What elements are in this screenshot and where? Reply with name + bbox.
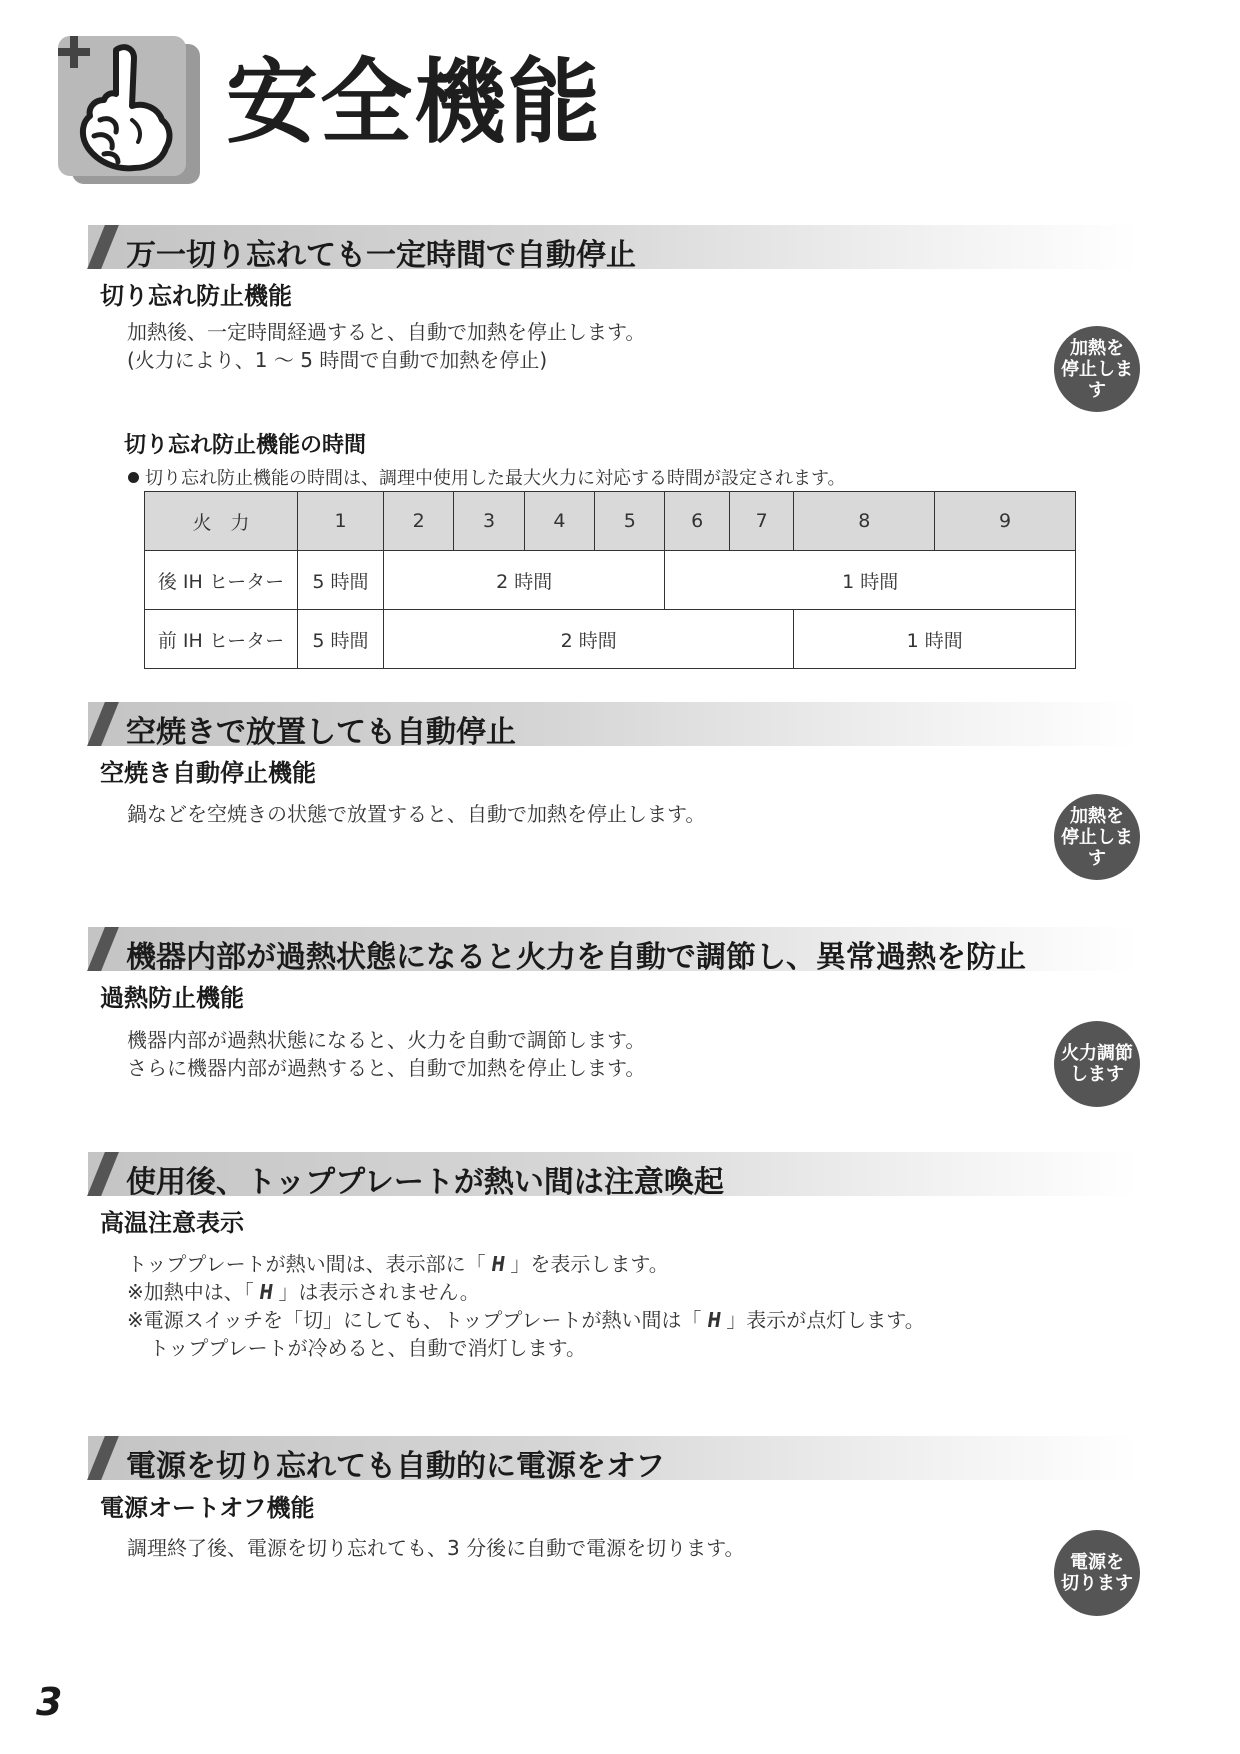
body-line: トッププレートが冷めると、自動で消灯します。 <box>149 1336 586 1360</box>
high-temp-symbol: H <box>259 1280 273 1304</box>
text-part: 」を表示します。 <box>510 1252 669 1276</box>
body-line <box>127 1278 480 1306</box>
feature-title: 高温注意表示 <box>100 1209 244 1237</box>
heat-time-table <box>144 491 1076 669</box>
section-heading-bar <box>88 702 1138 750</box>
heading-slash <box>87 1436 119 1480</box>
level-cell: 2 <box>384 492 454 551</box>
page-title: 安全機能 <box>226 49 603 156</box>
body-line: さらに機器内部が過熱すると、自動で加熱を停止します。 <box>127 1056 646 1080</box>
body-line <box>127 1250 669 1278</box>
table-cell: 5 時間 <box>298 551 384 610</box>
text-part: ※電源スイッチを「切」にしても、トッププレートが熱い間は「 <box>127 1308 702 1332</box>
body-line: 調理終了後、電源を切り忘れても、3 分後に自動で電源を切ります。 <box>127 1536 745 1560</box>
level-cell: 7 <box>729 492 794 551</box>
table-header-cell: 火 力 <box>145 492 298 551</box>
high-temp-symbol: H <box>707 1308 721 1332</box>
text-part: ※加熱中は、「 <box>127 1280 254 1304</box>
subsection-title: 切り忘れ防止機能の時間 <box>124 433 367 458</box>
table-cell: 5 時間 <box>298 610 384 669</box>
table-header-row <box>145 492 1076 551</box>
badge-line: 加熱を <box>1070 805 1124 827</box>
level-cell: 8 <box>794 492 935 551</box>
note-text: 切り忘れ防止機能の時間は、調理中使用した最大火力に対応する時間が設定されます。 <box>145 468 846 489</box>
table-cell: 1 時間 <box>665 551 1076 610</box>
level-cell: 4 <box>524 492 594 551</box>
feature-title: 電源オートオフ機能 <box>100 1494 315 1522</box>
table-cell: 1 時間 <box>794 610 1076 669</box>
status-badge <box>1054 794 1140 880</box>
badge-line: 加熱を <box>1070 337 1124 359</box>
row-label: 後 IH ヒーター <box>145 551 298 610</box>
badge-line: 切ります <box>1061 1573 1133 1594</box>
status-badge <box>1054 1021 1140 1107</box>
text-part: 」表示が点灯します。 <box>726 1308 925 1332</box>
heading-slash <box>87 1152 119 1196</box>
section-heading-bar <box>88 1152 1138 1200</box>
feature-title: 切り忘れ防止機能 <box>100 282 292 310</box>
body-line: 鍋などを空焼きの状態で放置すると、自動で加熱を停止します。 <box>127 802 706 826</box>
feature-title: 空焼き自動停止機能 <box>100 759 316 787</box>
level-cell: 5 <box>595 492 665 551</box>
bullet-icon <box>128 472 139 483</box>
level-cell: 3 <box>454 492 524 551</box>
text-part: 」は表示されません。 <box>278 1280 480 1304</box>
section-heading: 使用後、トッププレートが熱い間は注意喚起 <box>126 1165 724 1200</box>
level-cell: 1 <box>298 492 384 551</box>
table-row <box>145 551 1076 610</box>
status-badge <box>1054 1530 1140 1616</box>
row-label: 前 IH ヒーター <box>145 610 298 669</box>
high-temp-symbol: H <box>491 1252 505 1276</box>
heading-slash <box>87 702 119 746</box>
section-heading-bar <box>88 927 1138 975</box>
heading-slash <box>87 225 119 269</box>
body-line: (火力により、1 ～ 5 時間で自動で加熱を停止) <box>127 348 548 372</box>
section-heading: 空焼きで放置しても自動停止 <box>126 715 516 750</box>
badge-line: 電源を <box>1070 1552 1124 1573</box>
status-badge <box>1054 326 1140 412</box>
badge-line: します <box>1070 1064 1124 1085</box>
feature-title: 過熱防止機能 <box>100 984 244 1012</box>
heading-slash <box>87 927 119 971</box>
badge-line: 停止します <box>1061 358 1133 401</box>
level-cell: 9 <box>935 492 1076 551</box>
table-row <box>145 610 1076 669</box>
level-cell: 6 <box>665 492 730 551</box>
section-heading-bar <box>88 225 1138 273</box>
body-line: 加熱後、一定時間経過すると、自動で加熱を停止します。 <box>127 320 646 344</box>
section-heading-bar <box>88 1436 1138 1484</box>
pointing-hand-icon <box>58 36 204 188</box>
body-line: 機器内部が過熱状態になると、火力を自動で調節します。 <box>127 1028 646 1052</box>
table-cell: 2 時間 <box>384 610 794 669</box>
page-number: 3 <box>36 1680 63 1724</box>
body-line <box>127 1306 925 1334</box>
badge-line: 停止します <box>1061 826 1133 869</box>
section-heading: 万一切り忘れても一定時間で自動停止 <box>126 238 636 273</box>
section-heading: 機器内部が過熱状態になると火力を自動で調節し、異常過熱を防止 <box>126 940 1026 975</box>
text-part: トッププレートが熱い間は、表示部に「 <box>127 1252 486 1276</box>
section-heading: 電源を切り忘れても自動的に電源をオフ <box>126 1449 666 1484</box>
bullet-note <box>128 464 846 490</box>
table-cell: 2 時間 <box>384 551 665 610</box>
badge-line: 火力調節 <box>1061 1043 1133 1064</box>
